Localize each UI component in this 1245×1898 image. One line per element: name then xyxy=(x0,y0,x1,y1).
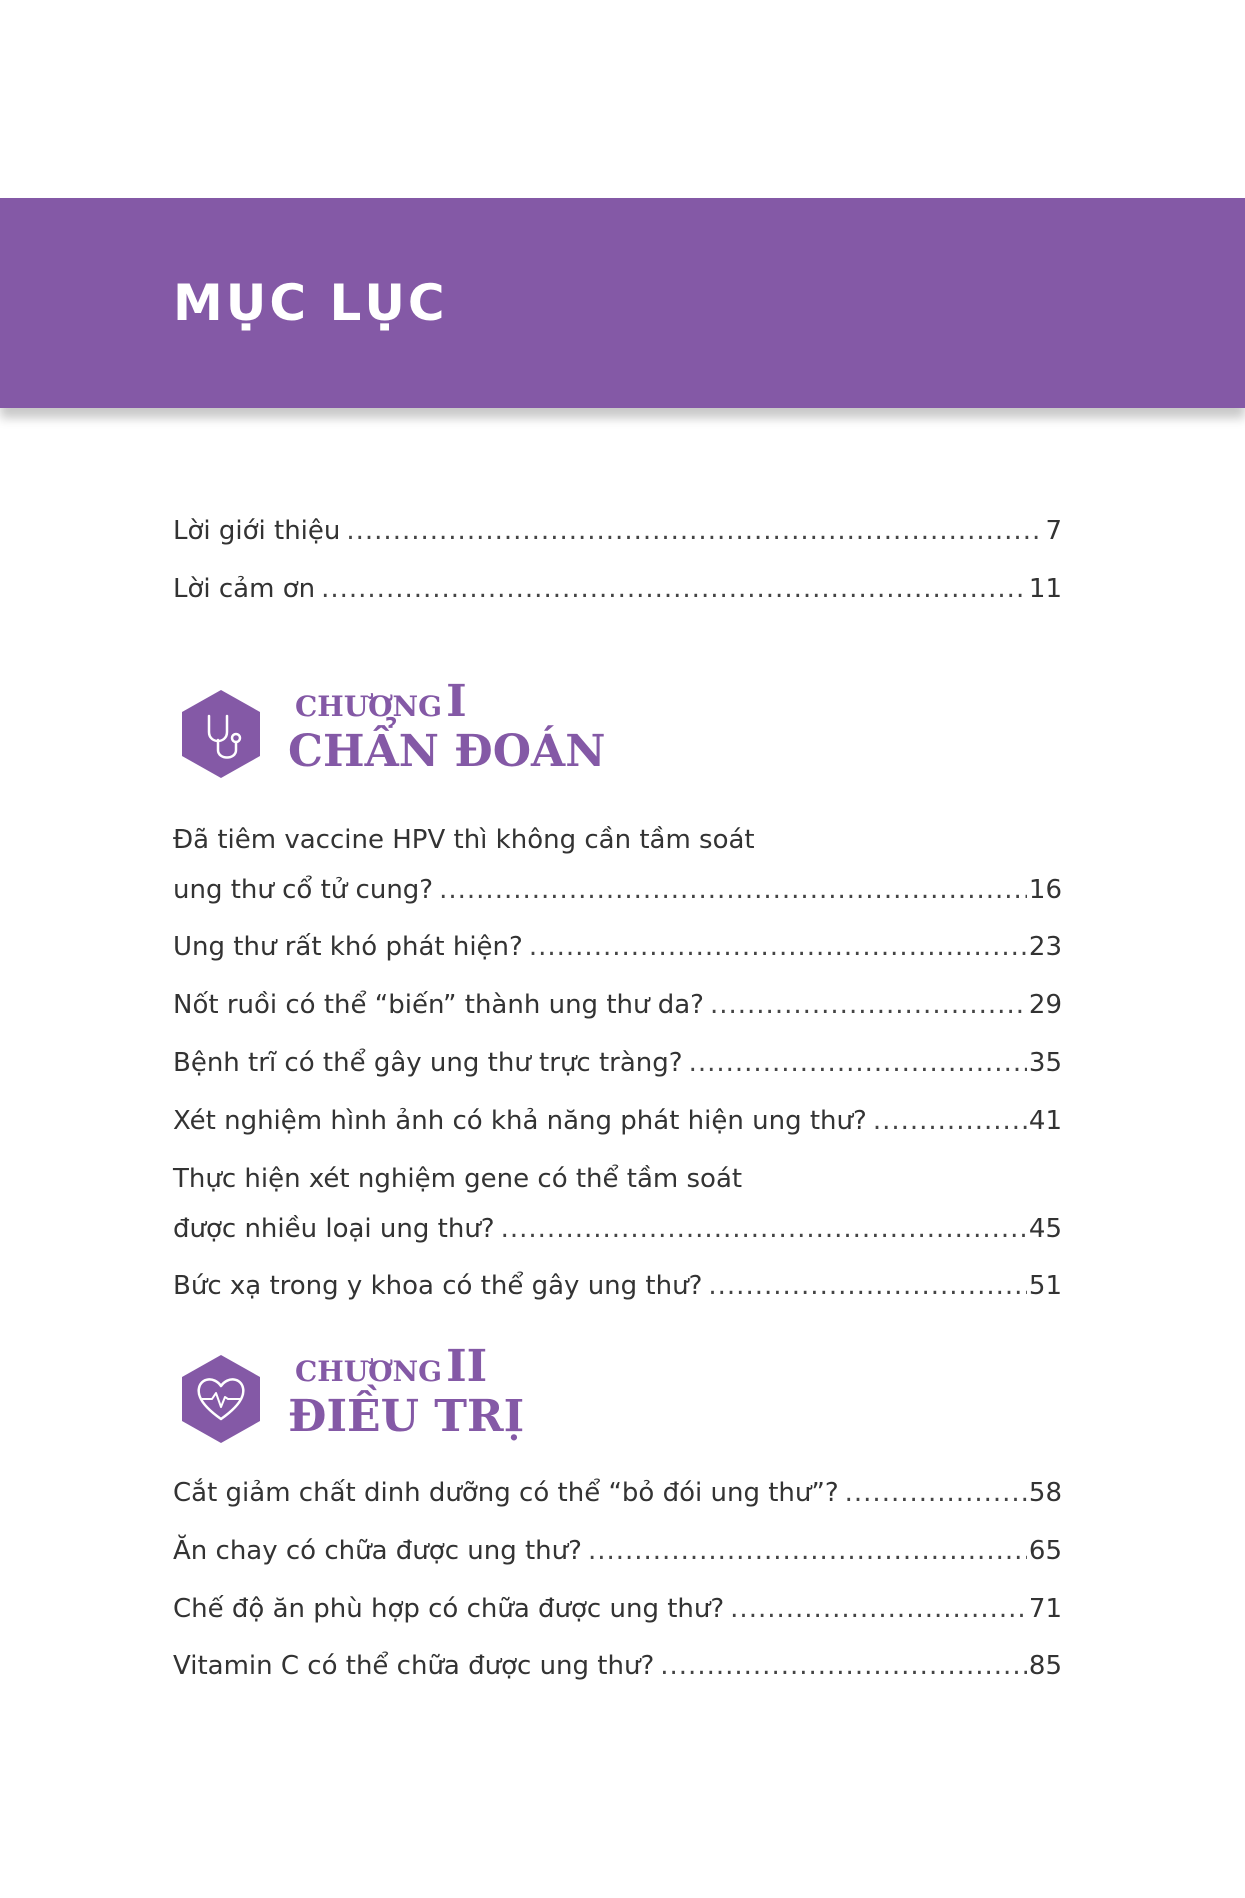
dot-leader xyxy=(660,1646,1027,1686)
dot-leader xyxy=(588,1531,1027,1571)
dot-leader xyxy=(710,985,1027,1025)
toc-page-number: 85 xyxy=(1028,1651,1062,1681)
toc-entry-hpv-vaccine[interactable] xyxy=(173,870,1062,910)
toc-entry-label: Chế độ ăn phù hợp có chữa được ung thư? xyxy=(173,1594,725,1624)
chapter-numeral: II xyxy=(446,1341,488,1392)
stethoscope-icon xyxy=(180,688,262,780)
toc-entry-line1: Thực hiện xét nghiệm gene có thể tầm soát xyxy=(173,1164,743,1194)
toc-page-number: 35 xyxy=(1028,1048,1062,1078)
heartbeat-icon xyxy=(180,1353,262,1445)
toc-entry-label: Cắt giảm chất dinh dưỡng có thể “bỏ đói ung thư”? xyxy=(173,1478,839,1508)
toc-entry-label: được nhiều loại ung thư? xyxy=(173,1214,495,1244)
toc-entry-label: Ăn chay có chữa được ung thư? xyxy=(173,1536,582,1566)
toc-page-number: 71 xyxy=(1028,1594,1062,1624)
chapter-numeral: I xyxy=(446,676,467,727)
toc-entry-label: Lời cảm ơn xyxy=(173,574,316,604)
toc-entry-imaging[interactable] xyxy=(173,1101,1062,1141)
toc-entry-vitamin-c[interactable] xyxy=(173,1646,1062,1686)
toc-entry-label: ung thư cổ tử cung? xyxy=(173,875,434,905)
toc-entry-label: Ung thư rất khó phát hiện? xyxy=(173,932,523,962)
toc-page-number: 58 xyxy=(1028,1478,1062,1508)
title-banner xyxy=(0,198,1245,408)
toc-page-number: 41 xyxy=(1028,1106,1062,1136)
toc-page-number: 16 xyxy=(1028,875,1062,905)
toc-page-number: 65 xyxy=(1028,1536,1062,1566)
toc-page-number: 29 xyxy=(1028,990,1062,1020)
toc-entry-label: Lời giới thiệu xyxy=(173,516,341,546)
dot-leader xyxy=(873,1101,1027,1141)
toc-page-number: 51 xyxy=(1028,1271,1062,1301)
chapter-word: CHƯƠNG xyxy=(295,1355,443,1388)
dot-leader xyxy=(730,1589,1027,1629)
chapter-1-heading xyxy=(180,676,780,790)
toc-page-number: 23 xyxy=(1028,932,1062,962)
page-title: MỤC LỤC xyxy=(173,274,448,332)
toc-page-number: 11 xyxy=(1028,574,1062,604)
toc-entry-line1: Đã tiêm vaccine HPV thì không cần tầm soát xyxy=(173,825,755,855)
chapter-word: CHƯƠNG xyxy=(295,690,443,723)
toc-entry-label: Nốt ruồi có thể “biến” thành ung thư da? xyxy=(173,990,704,1020)
toc-page-number: 45 xyxy=(1028,1214,1062,1244)
toc-page-number: 7 xyxy=(1045,516,1062,546)
toc-entry-mole[interactable] xyxy=(173,985,1062,1025)
dot-leader xyxy=(321,569,1027,609)
toc-entry-label: Vitamin C có thể chữa được ung thư? xyxy=(173,1651,655,1681)
dot-leader xyxy=(689,1043,1027,1083)
dot-leader xyxy=(346,511,1043,551)
toc-entry-vegetarian[interactable] xyxy=(173,1531,1062,1571)
dot-leader xyxy=(529,927,1027,967)
dot-leader xyxy=(501,1209,1027,1249)
toc-entry-hard-to-detect[interactable] xyxy=(173,927,1062,967)
chapter-kicker xyxy=(295,676,467,727)
toc-entry-acknowledgements[interactable] xyxy=(173,569,1062,609)
toc-entry-label: Bức xạ trong y khoa có thể gây ung thư? xyxy=(173,1271,703,1301)
chapter-title: CHẨN ĐOÁN xyxy=(288,726,606,777)
chapter-kicker xyxy=(295,1341,488,1392)
toc-entry-intro[interactable] xyxy=(173,511,1062,551)
toc-entry-gene-test[interactable] xyxy=(173,1209,1062,1249)
toc-entry-diet[interactable] xyxy=(173,1589,1062,1629)
dot-leader xyxy=(845,1473,1027,1513)
toc-entry-label: Bệnh trĩ có thể gây ung thư trực tràng? xyxy=(173,1048,683,1078)
chapter-title: ĐIỀU TRỊ xyxy=(288,1391,525,1442)
toc-entry-starve-cancer[interactable] xyxy=(173,1473,1062,1513)
toc-entry-hemorrhoids[interactable] xyxy=(173,1043,1062,1083)
toc-entry-label: Xét nghiệm hình ảnh có khả năng phát hiện ung thư? xyxy=(173,1106,867,1136)
dot-leader xyxy=(439,870,1027,910)
dot-leader xyxy=(708,1266,1027,1306)
toc-entry-radiation[interactable] xyxy=(173,1266,1062,1306)
chapter-2-heading xyxy=(180,1341,780,1455)
